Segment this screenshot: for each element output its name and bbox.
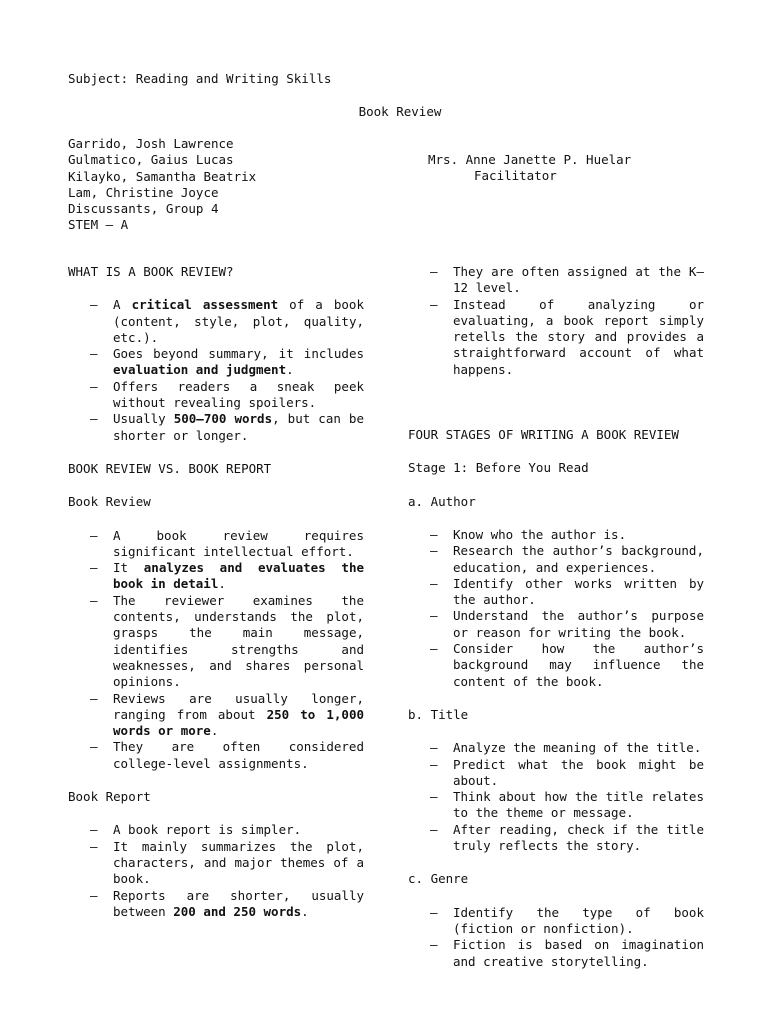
item-text: The reviewer examines the contents, understands the plot, grasps the main message, identifies strengths and weaknesses, and shares personal opinions. (113, 592, 364, 690)
item-text: After reading, check if the title truly reflects the story. (453, 821, 704, 854)
list-item (68, 822, 364, 838)
item-text: . (218, 576, 226, 592)
item-text: Identify the type of book (fiction or nonfiction). (453, 904, 704, 936)
item-text: Offers readers a sneak peek without revealing spoilers. (113, 378, 364, 411)
list-item (68, 560, 364, 593)
list-item (408, 641, 704, 690)
list-item (408, 789, 704, 822)
section-heading-what: WHAT IS A BOOK REVIEW? (68, 264, 234, 279)
item-text: . (210, 723, 219, 739)
item-text: It mainly summarizes the plot, characters, and major themes of a book. (113, 838, 364, 887)
section-label: STEM – A (68, 217, 129, 233)
item-text: A book review requires significant intellectual effort. (113, 527, 364, 559)
list-item (408, 937, 704, 970)
item-text: Research the author’s background, education, and experiences. (453, 543, 704, 575)
stage-1-heading: Stage 1: Before You Read (408, 460, 589, 476)
list-item (68, 888, 364, 921)
item-text: It (113, 560, 144, 576)
facilitator-block (428, 152, 631, 185)
list-item (68, 739, 364, 772)
list-item (408, 576, 704, 609)
section-heading-vs: BOOK REVIEW VS. BOOK REPORT (68, 460, 272, 476)
genre-list (408, 905, 704, 970)
item-text: Instead of analyzing or evaluating, a book report simply retells the story and provides a straightforward account of what happens. (453, 296, 704, 377)
item-text: Know who the author is. (453, 526, 627, 542)
emphasis-text: evaluation and judgment (113, 362, 287, 378)
book-report-list-continued (408, 264, 704, 378)
item-text: . (301, 903, 309, 919)
item-text: They are often considered college-level assignments. (113, 739, 364, 771)
list-item (408, 905, 704, 938)
section-heading-stages: FOUR STAGES OF WRITING A BOOK REVIEW (408, 427, 679, 443)
list-item (408, 264, 704, 297)
item-text: Reviews are usually longer, ranging from about (113, 690, 364, 722)
item-text: Fiction is based on imagination and creative storytelling. (453, 937, 704, 969)
author-name: Kilayko, Samantha Beatrix (68, 168, 257, 184)
list-item (68, 411, 364, 444)
left-column (68, 264, 364, 920)
item-text: Consider how the author’s background may influence the content of the book. (453, 641, 704, 689)
book-report-list (68, 822, 364, 920)
item-text: of a book (content, style, plot, quality, etc.). (113, 297, 364, 345)
subheading-book-report: Book Report (68, 789, 151, 805)
emphasis-text: 250 to 1,000 words or more (113, 706, 364, 739)
subheading-title: b. Title (408, 706, 469, 722)
subheading-genre: c. Genre (408, 871, 469, 887)
subject-line: Subject: Reading and Writing Skills (68, 71, 332, 86)
emphasis-text: 200 and 250 words (173, 903, 302, 919)
item-text: A book report is simpler. (113, 822, 302, 838)
item-text: . (286, 362, 294, 378)
list-item (408, 740, 704, 756)
list-item (408, 822, 704, 855)
list-item (68, 297, 364, 346)
item-text: Identify other works written by the author. (453, 575, 704, 608)
emphasis-text: analyzes and evaluates the book in detail (113, 560, 364, 592)
list-item (408, 543, 704, 576)
facilitator-name: Mrs. Anne Janette P. Huelar (428, 152, 632, 167)
title-list (408, 740, 704, 854)
list-item (68, 346, 364, 379)
list-item (68, 839, 364, 888)
list-item (68, 379, 364, 412)
item-text: A (113, 297, 132, 313)
list-item (408, 757, 704, 790)
emphasis-text: 500–700 words (173, 411, 273, 427)
author-name: Lam, Christine Joyce (68, 184, 219, 200)
list-item (408, 608, 704, 641)
list-item (68, 593, 364, 691)
item-text: Predict what the book might be about. (453, 756, 704, 788)
group-label: Discussants, Group 4 (68, 201, 219, 217)
list-item (408, 297, 704, 378)
list-item (68, 691, 364, 740)
subheading-book-review: Book Review (68, 494, 151, 510)
author-list (408, 527, 704, 690)
subheading-author: a. Author (408, 493, 476, 509)
what-list (68, 297, 364, 444)
facilitator-role: Facilitator (474, 168, 557, 184)
list-item (68, 528, 364, 561)
right-column (408, 264, 704, 970)
author-name: Garrido, Josh Lawrence (68, 136, 234, 151)
author-block (68, 136, 256, 234)
book-review-list (68, 528, 364, 772)
item-text: Goes beyond summary, it includes (113, 346, 364, 362)
item-text: Analyze the meaning of the title. (453, 740, 702, 756)
item-text: Understand the author’s purpose or reason for writing the book. (453, 608, 704, 640)
item-text: They are often assigned at the K–12 level. (453, 264, 704, 296)
author-name: Gulmatico, Gaius Lucas (68, 152, 234, 168)
emphasis-text: critical assessment (131, 297, 279, 313)
item-text: , but can be shorter or longer. (113, 411, 364, 443)
item-text: Reports are shorter, usually between (113, 887, 364, 919)
document-title: Book Review (358, 104, 442, 119)
list-item (408, 527, 704, 543)
item-text: Think about how the title relates to the theme or message. (453, 789, 704, 821)
item-text: Usually (113, 411, 174, 427)
